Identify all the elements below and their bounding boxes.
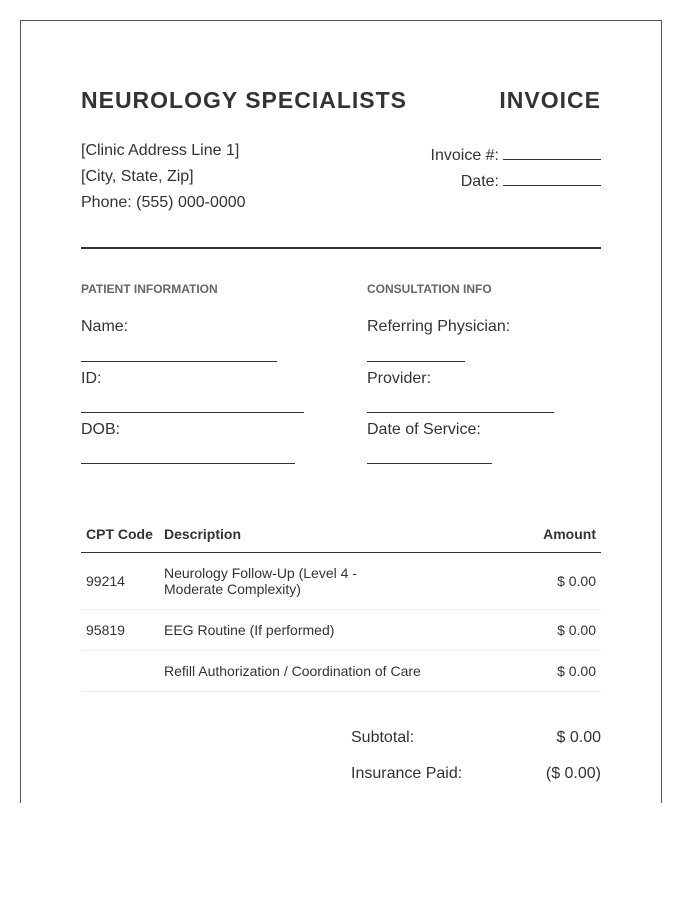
patient-name-label: Name: (81, 318, 129, 335)
cpt-code-cell: 99214 (81, 553, 159, 610)
column-header-amount: Amount (501, 516, 601, 553)
invoice-page (20, 20, 662, 803)
consultation-info-heading: CONSULTATION INFO (367, 282, 492, 296)
line-items-table (81, 516, 601, 692)
clinic-phone: Phone: (555) 000-0000 (81, 194, 246, 211)
patient-info-heading: PATIENT INFORMATION (81, 282, 218, 296)
column-header-cpt: CPT Code (81, 516, 159, 553)
patient-id-field[interactable] (81, 412, 304, 413)
table-header-row (81, 516, 601, 553)
patient-dob-field[interactable] (81, 463, 295, 464)
clinic-name: NEUROLOGY SPECIALISTS (81, 87, 408, 113)
clinic-address-block (81, 138, 246, 216)
invoice-date-label: Date: (460, 173, 499, 190)
cpt-code-cell (81, 651, 159, 692)
referring-physician-label: Referring Physician: (367, 318, 511, 335)
provider-label: Provider: (367, 370, 432, 387)
description-cell: Refill Authorization / Coordination of Care (159, 651, 501, 692)
subtotal-value: $ 0.00 (556, 729, 601, 746)
patient-dob-label: DOB: (81, 421, 121, 438)
table-row (81, 553, 601, 610)
referring-physician-field[interactable] (367, 361, 465, 362)
table-row (81, 610, 601, 651)
document-title: INVOICE (499, 87, 601, 113)
description-cell: Neurology Follow-Up (Level 4 - Moderate Complexity) (159, 553, 501, 610)
patient-name-field[interactable] (81, 361, 277, 362)
amount-cell: $ 0.00 (501, 610, 601, 651)
header-divider (81, 247, 601, 249)
patient-id-label: ID: (81, 370, 102, 387)
insurance-paid-row (351, 765, 601, 785)
invoice-header (81, 87, 601, 117)
invoice-date-field[interactable] (503, 171, 601, 186)
invoice-meta-block (431, 143, 601, 195)
description-cell: EEG Routine (If performed) (159, 610, 501, 651)
table-row (81, 651, 601, 692)
clinic-address-line: [Clinic Address Line 1] (81, 142, 240, 159)
cpt-code-cell: 95819 (81, 610, 159, 651)
amount-cell: $ 0.00 (501, 553, 601, 610)
invoice-number-field[interactable] (503, 145, 601, 160)
subtotal-label: Subtotal: (351, 729, 415, 746)
date-of-service-field[interactable] (367, 463, 492, 464)
invoice-number-label: Invoice #: (430, 147, 499, 164)
insurance-paid-value: ($ 0.00) (545, 765, 601, 782)
invoice-date-row (431, 169, 601, 195)
amount-cell: $ 0.00 (501, 651, 601, 692)
invoice-number-row (431, 143, 601, 169)
provider-field[interactable] (367, 412, 554, 413)
insurance-paid-label: Insurance Paid: (351, 765, 463, 782)
date-of-service-label: Date of Service: (367, 421, 481, 438)
clinic-city-state-zip: [City, State, Zip] (81, 168, 194, 185)
column-header-description: Description (159, 516, 501, 553)
subtotal-row (351, 729, 601, 749)
